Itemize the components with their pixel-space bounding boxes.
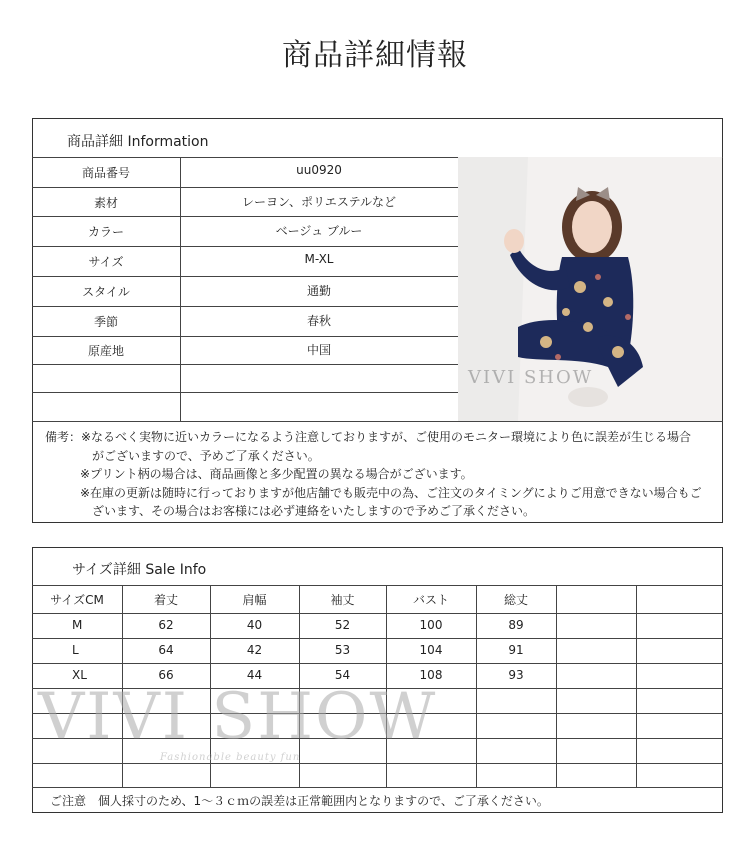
info-label: 季節 — [93, 315, 118, 329]
size-cell: 40 — [246, 617, 263, 632]
note-line: 備考：※なるべく実物に近いカラーになるよう注意しておりますが、ご使用のモニター環境により色に誤差が生じる場合 — [45, 430, 692, 444]
size-cell: 42 — [246, 642, 263, 657]
info-divider — [32, 216, 458, 217]
size-cell: 44 — [246, 667, 263, 682]
info-label: カラー — [87, 225, 124, 239]
info-divider — [32, 246, 458, 247]
size-cell: 108 — [419, 667, 443, 682]
size-cell: M — [72, 617, 83, 632]
size-cell: 66 — [158, 667, 174, 682]
info-divider — [32, 276, 458, 277]
size-divider — [476, 585, 477, 787]
size-cell: 52 — [334, 617, 351, 632]
size-column-header: 肩幅 — [242, 593, 267, 607]
info-value: M-XL — [304, 252, 334, 266]
size-cell: 100 — [419, 617, 443, 632]
size-cell: 54 — [334, 667, 351, 682]
size-divider — [32, 638, 723, 639]
product-photo — [458, 157, 722, 421]
size-cell: 91 — [508, 642, 524, 657]
note-line: ※プリント柄の場合は、商品画像と多少配置の異なる場合がございます。 — [80, 467, 473, 481]
info-divider — [32, 306, 458, 307]
size-divider — [32, 763, 723, 764]
info-divider — [32, 187, 458, 188]
info-heading: 商品詳細 Information — [67, 134, 209, 150]
info-divider — [32, 336, 458, 337]
size-divider — [32, 613, 723, 614]
size-column-header: 総丈 — [503, 593, 528, 607]
info-label: 素材 — [93, 195, 118, 210]
info-value: レーヨン、ポリエステルなど — [242, 194, 396, 209]
size-cell: 53 — [334, 642, 351, 657]
photo-watermark: VIVI SHOW — [468, 367, 594, 388]
size-divider — [32, 787, 723, 788]
size-column-header: サイズCM — [50, 593, 104, 607]
size-cell: 62 — [158, 617, 174, 632]
size-footer: ご注意 個人採寸のため、1～３ｃｍの誤差は正常範囲内となりますので、ご了承ください。 — [50, 794, 549, 808]
size-cell: 64 — [158, 642, 174, 657]
info-label: サイズ — [88, 255, 124, 269]
note-line: がございますので、予めご了承ください。 — [92, 448, 320, 463]
info-label: スタイル — [82, 285, 130, 299]
note-line: ざいます、その場合はお客様には必ず連絡をいたしますので予めご了承ください。 — [92, 504, 536, 518]
size-cell: L — [72, 642, 79, 657]
size-divider — [32, 663, 723, 664]
size-column-header: 袖丈 — [330, 593, 355, 607]
info-label: 原産地 — [87, 344, 124, 358]
info-divider — [32, 392, 458, 393]
size-watermark-tagline: Fashionable beauty fun — [160, 752, 301, 763]
size-column-header: 着丈 — [153, 593, 178, 607]
info-divider — [32, 364, 458, 365]
size-watermark: VIVI SHOW — [38, 680, 438, 754]
note-line: ※在庫の更新は随時に行っておりますが他店舗でも販売中の為、ご注文のタイミングによりご用意できない場合もご — [80, 485, 702, 500]
size-divider — [636, 585, 637, 787]
info-value: 中国 — [306, 343, 331, 357]
size-heading: サイズ詳細 Sale Info — [72, 562, 207, 578]
info-value: ベージュ ブルー — [275, 224, 363, 238]
info-value: 通勤 — [306, 284, 331, 298]
info-value: uu0920 — [296, 163, 342, 177]
size-cell: 104 — [419, 642, 443, 657]
info-label: 商品番号 — [81, 166, 130, 180]
size-cell: XL — [72, 667, 87, 682]
size-column-header: バスト — [412, 593, 449, 607]
size-divider — [556, 585, 557, 787]
info-divider — [32, 421, 723, 422]
size-cell: 89 — [508, 617, 524, 632]
page-title: 商品詳細情報 — [282, 38, 468, 73]
info-value: 春秋 — [306, 314, 331, 328]
size-divider — [32, 585, 723, 586]
size-cell: 93 — [508, 667, 524, 682]
